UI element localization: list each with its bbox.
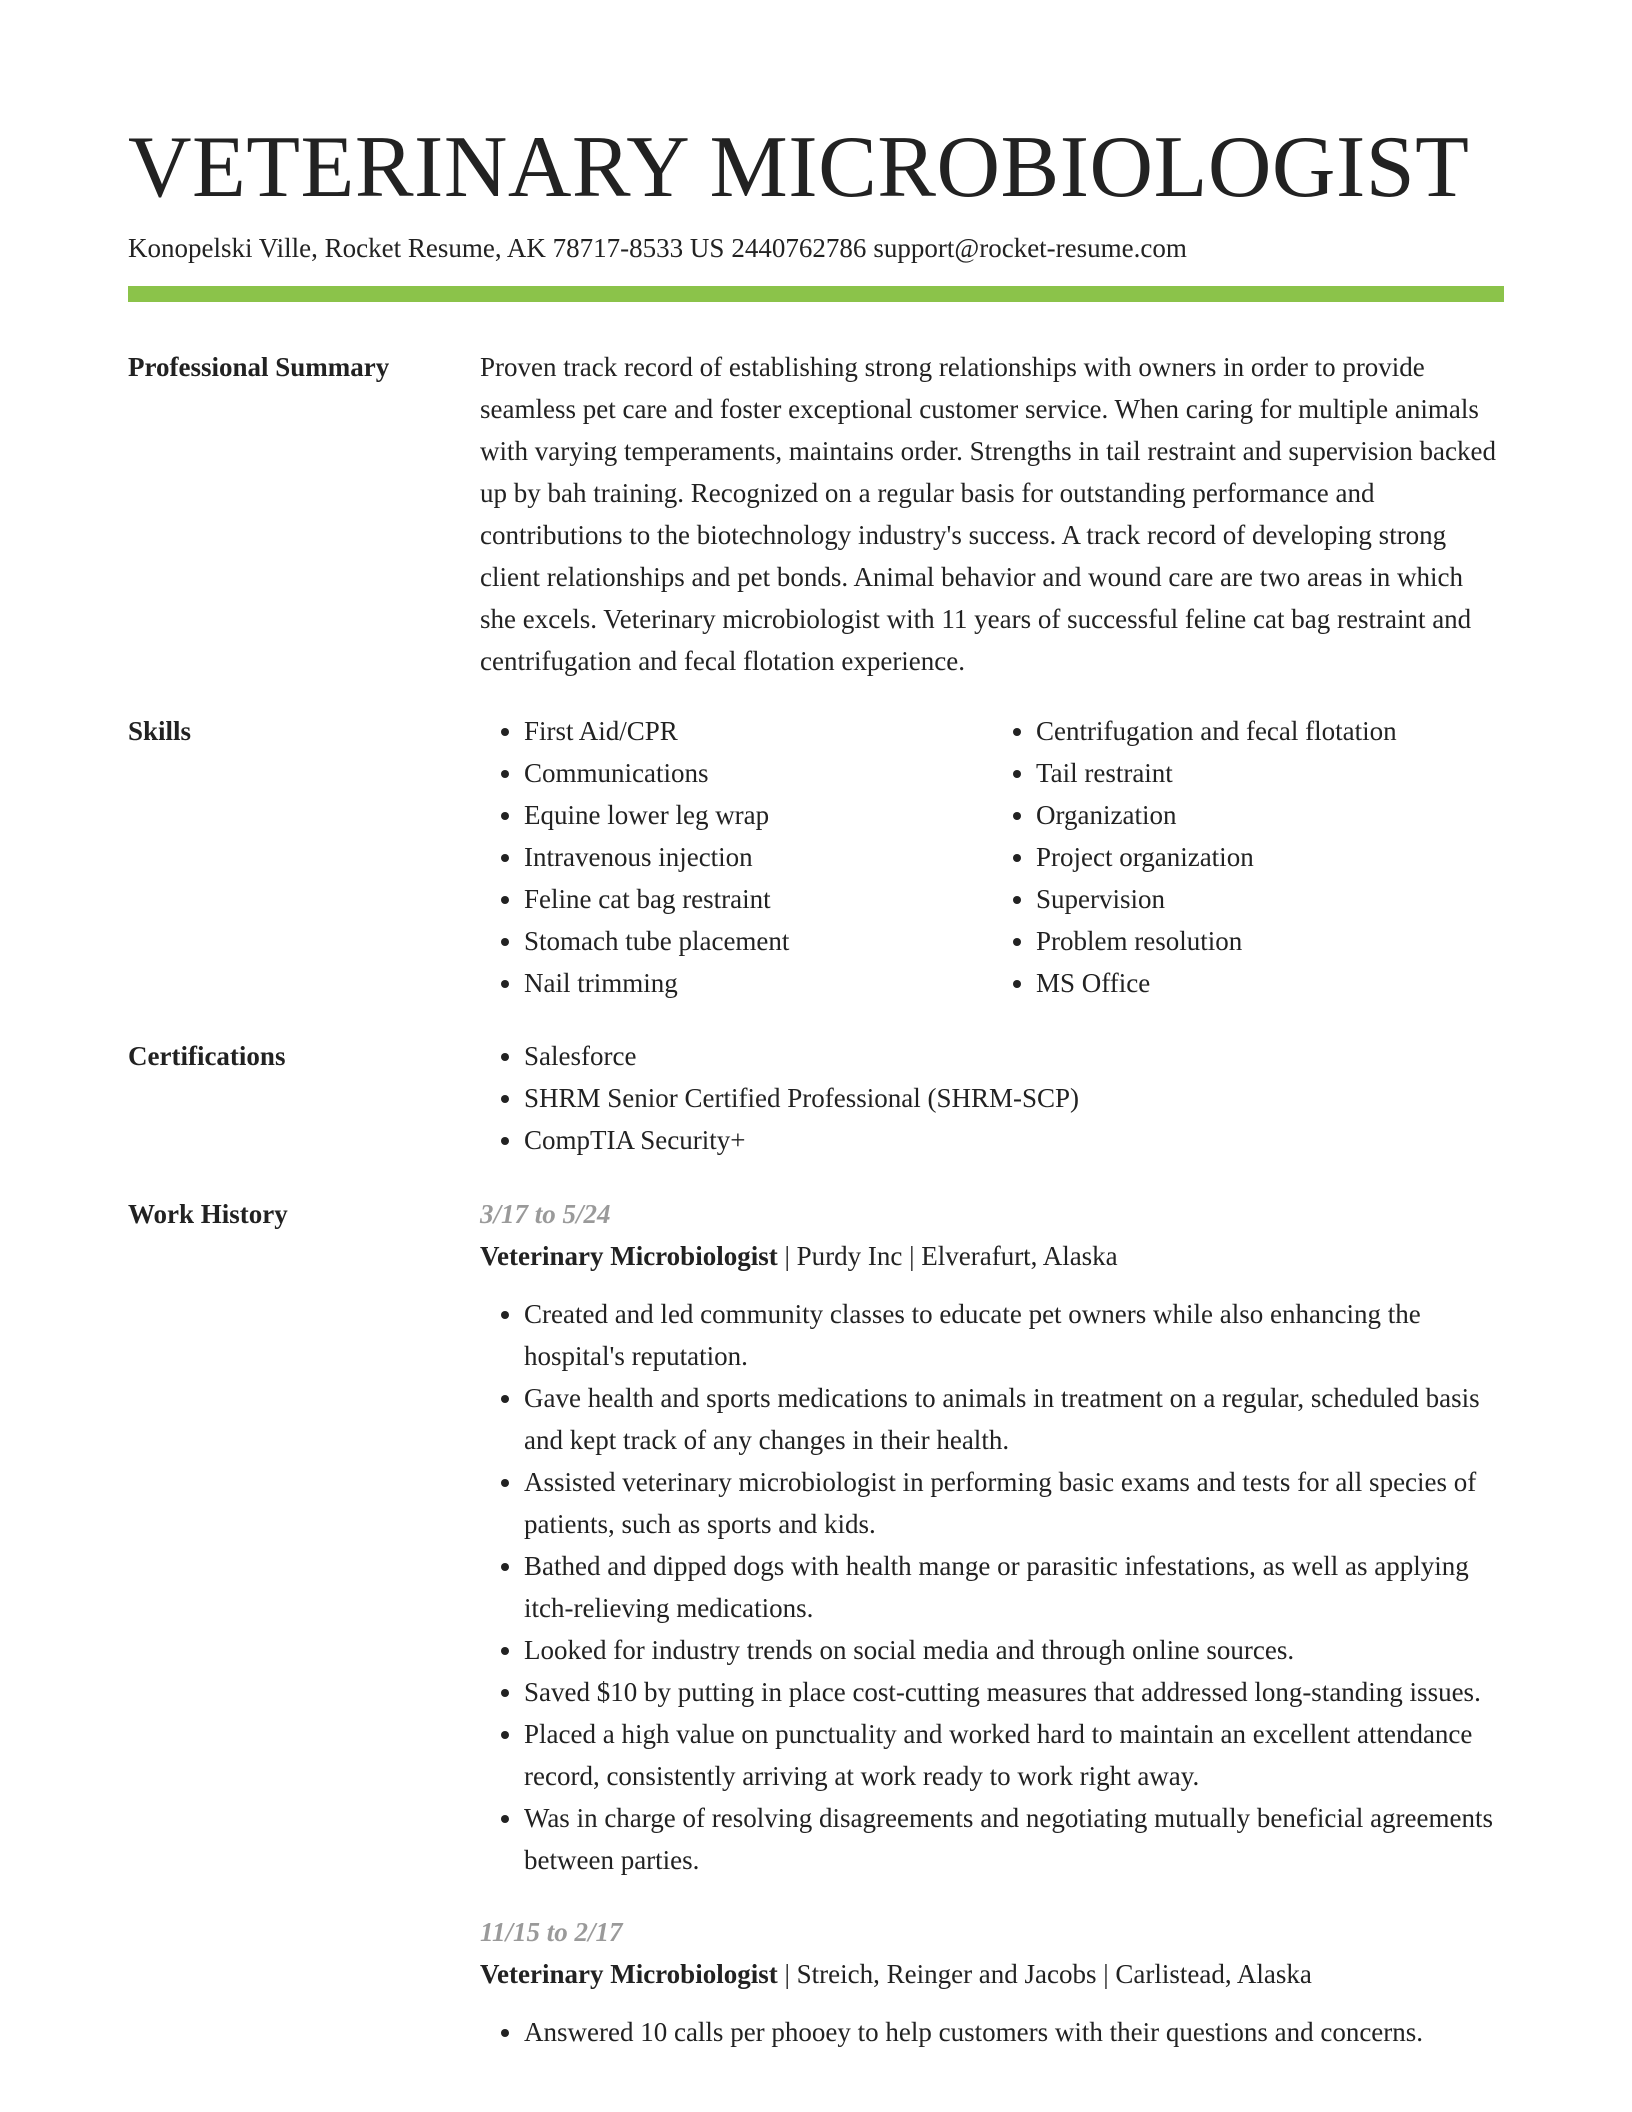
job-bullet: • Bathed and dipped dogs with health mange or parasitic infestations, as well as applying itch-relieving medications. bbox=[524, 1545, 1504, 1629]
skill-item: • Equine lower leg wrap bbox=[524, 794, 992, 836]
job-dates: 11/15 to 2/17 bbox=[480, 1917, 623, 1947]
job-company-location: | Purdy Inc | Elverafurt, Alaska bbox=[777, 1241, 1118, 1271]
skill-item: • Stomach tube placement bbox=[524, 920, 992, 962]
contact-email: support@rocket-resume.com bbox=[873, 233, 1187, 263]
certification-item: • Salesforce bbox=[524, 1035, 1504, 1077]
summary-label: Professional Summary bbox=[128, 352, 390, 382]
job-title-line bbox=[480, 1235, 1504, 1277]
skill-item: • Nail trimming bbox=[524, 962, 992, 1004]
job-bullet: • Gave health and sports medications to animals in treatment on a regular, scheduled basis and kept track of any changes in their health. bbox=[524, 1377, 1504, 1461]
summary-text: Proven track record of establishing strong relationships with owners in order to provide seamless pet care and foster exceptional customer service. When caring for multiple animals with varying temperaments, maintains order. Strengths in tail restraint and supervision backed up by bah training. Recognized on a regular basis for outstanding performance and contributions to the biotechnology industry's success. A track record of developing strong client relationships and pet bonds. Animal behavior and wound care are two areas in which she excels. Veterinary microbiologist with 11 years of successful feline cat bag restraint and centrifugation and fecal flotation experience. bbox=[480, 352, 1497, 676]
job-bullets bbox=[480, 2011, 1504, 2053]
skill-item: • Communications bbox=[524, 752, 992, 794]
certification-item: • SHRM Senior Certified Professional (SHRM-SCP) bbox=[524, 1077, 1504, 1119]
job-entry bbox=[480, 1193, 1504, 1881]
job-title: Veterinary Microbiologist bbox=[480, 1959, 778, 1989]
accent-divider bbox=[128, 286, 1504, 302]
skills-label: Skills bbox=[128, 716, 192, 746]
skill-item: • Supervision bbox=[1036, 878, 1504, 920]
skill-item: • MS Office bbox=[1036, 962, 1504, 1004]
job-bullets bbox=[480, 1293, 1504, 1881]
contact-phone: 2440762786 bbox=[731, 233, 867, 263]
certifications-content bbox=[480, 1035, 1504, 1161]
certifications-label: Certifications bbox=[128, 1041, 286, 1071]
skills-content bbox=[480, 710, 1504, 1004]
job-bullet: • Placed a high value on punctuality and worked hard to maintain an excellent attendance record, consistently arriving at work ready to work right away. bbox=[524, 1713, 1504, 1797]
skill-item: • Feline cat bag restraint bbox=[524, 878, 992, 920]
skill-item: • Problem resolution bbox=[1036, 920, 1504, 962]
skill-item: • Project organization bbox=[1036, 836, 1504, 878]
certification-item: • CompTIA Security+ bbox=[524, 1119, 1504, 1161]
skill-item: • Organization bbox=[1036, 794, 1504, 836]
work-history-content bbox=[480, 1193, 1504, 2053]
job-bullet: • Was in charge of resolving disagreements and negotiating mutually beneficial agreements between parties. bbox=[524, 1797, 1504, 1881]
summary-content bbox=[480, 346, 1504, 682]
job-dates: 3/17 to 5/24 bbox=[480, 1199, 611, 1229]
skill-item: • Intravenous injection bbox=[524, 836, 992, 878]
resume-name-heading: VETERINARY MICROBIOLOGIST bbox=[128, 119, 1470, 216]
certifications-list bbox=[480, 1035, 1504, 1161]
skill-item: • Centrifugation and fecal flotation bbox=[1036, 710, 1504, 752]
job-bullet: • Answered 10 calls per phooey to help customers with their questions and concerns. bbox=[524, 2011, 1504, 2053]
job-title: Veterinary Microbiologist bbox=[480, 1241, 778, 1271]
job-bullet: • Assisted veterinary microbiologist in performing basic exams and tests for all species of patients, such as sports and kids. bbox=[524, 1461, 1504, 1545]
skills-list-left bbox=[480, 710, 992, 1004]
work-history-label: Work History bbox=[128, 1199, 288, 1229]
job-bullet: • Created and led community classes to educate pet owners while also enhancing the hospital's reputation. bbox=[524, 1293, 1504, 1377]
skill-item: • First Aid/CPR bbox=[524, 710, 992, 752]
job-entry bbox=[480, 1911, 1504, 2053]
contact-address: Konopelski Ville, Rocket Resume, AK 78717-8533 US bbox=[128, 233, 725, 263]
skills-list-right bbox=[992, 710, 1504, 1004]
job-company-location: | Streich, Reinger and Jacobs | Carlistead, Alaska bbox=[777, 1959, 1312, 1989]
job-title-line bbox=[480, 1953, 1504, 1995]
contact-line bbox=[128, 230, 1187, 266]
job-bullet: • Saved $10 by putting in place cost-cutting measures that addressed long-standing issues. bbox=[524, 1671, 1504, 1713]
job-bullet: • Looked for industry trends on social media and through online sources. bbox=[524, 1629, 1504, 1671]
skill-item: • Tail restraint bbox=[1036, 752, 1504, 794]
